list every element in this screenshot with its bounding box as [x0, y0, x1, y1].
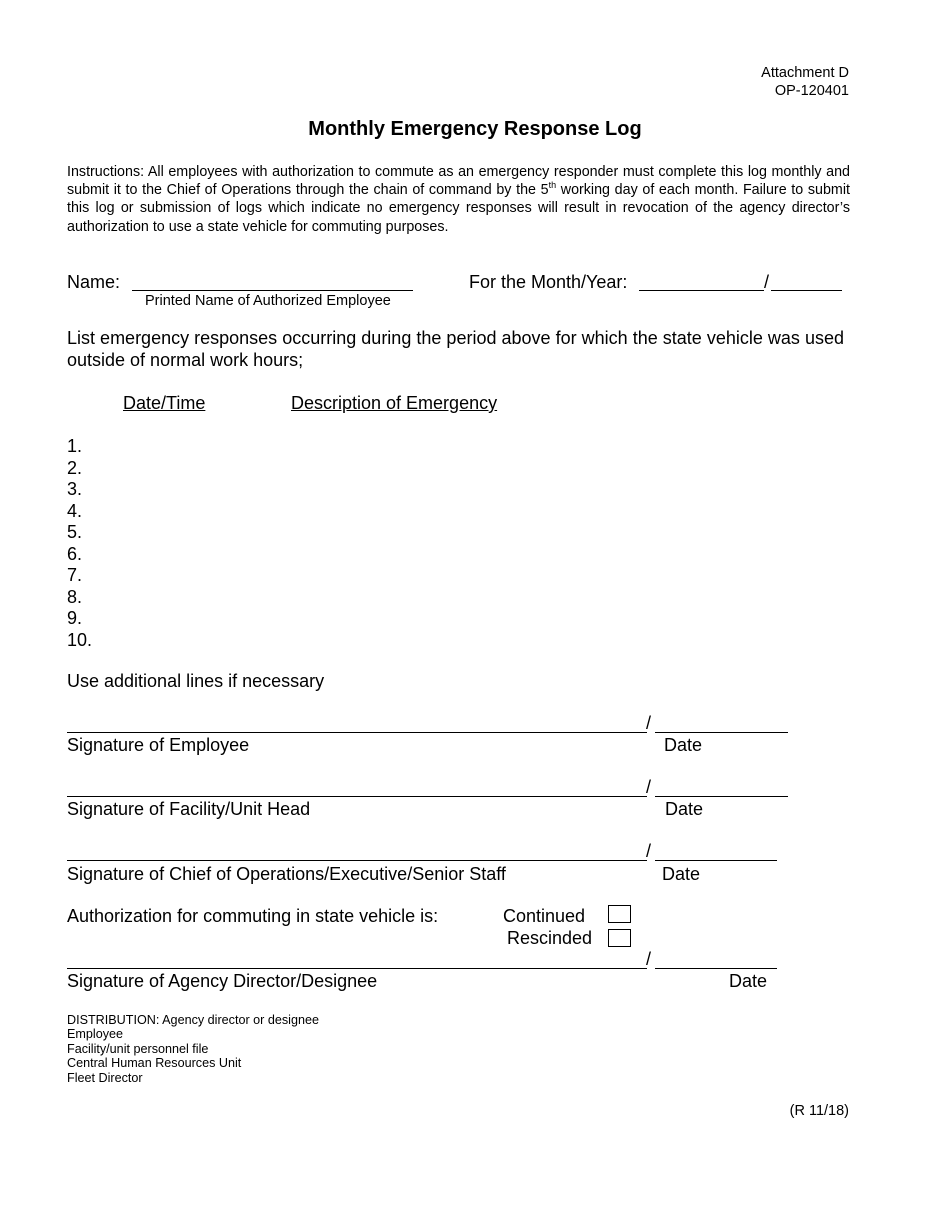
name-caption: Printed Name of Authorized Employee — [145, 293, 391, 309]
name-field[interactable] — [132, 290, 413, 291]
director-date-label: Date — [729, 971, 768, 991]
list-item: 6. — [67, 543, 83, 564]
chief-date-label: Date — [662, 864, 701, 884]
list-item: 3. — [67, 479, 83, 499]
employee-date-label: Date — [664, 735, 703, 755]
director-signature-line[interactable] — [67, 968, 647, 969]
distribution-list — [67, 1013, 319, 1085]
year-field[interactable] — [771, 290, 842, 291]
facility-head-date-label: Date — [665, 799, 704, 819]
date-separator: / — [646, 841, 652, 861]
attachment-label: Attachment D — [761, 65, 849, 81]
instructions-text-1: Instructions: All employees with authorization to commute as an emergency responder must complete this log monthly and submit it to the Chief of Operations through the chain of command by the 5 — [67, 164, 850, 199]
continued-checkbox[interactable] — [608, 905, 631, 923]
list-item: 2. — [67, 457, 83, 478]
instructions — [67, 163, 850, 236]
list-item: 4. — [67, 500, 83, 521]
distribution-heading: DISTRIBUTION: Agency director or designee — [67, 1013, 319, 1027]
instructions-text-2: working day of each month. Failure to submit this log or submission of logs which indicate no emergency responses will result in revocation of the agency director’s authorization to use a state vehicle for commuting purposes. — [67, 182, 850, 235]
list-item: 8. — [67, 586, 83, 607]
list-item: 10. — [67, 629, 93, 650]
date-separator: / — [646, 949, 652, 969]
employee-signature-label: Signature of Employee — [67, 735, 250, 755]
distribution-item: Central Human Resources Unit — [67, 1056, 242, 1071]
chief-signature-label: Signature of Chief of Operations/Executive/Senior Staff — [67, 864, 506, 884]
employee-date-line[interactable] — [655, 732, 788, 733]
month-year-label: For the Month/Year: — [469, 272, 628, 292]
list-item: 1. — [67, 436, 83, 456]
list-item: 9. — [67, 608, 83, 628]
page-title: Monthly Emergency Response Log — [308, 118, 642, 140]
list-intro: List emergency responses occurring during the period above for which the state vehicle was used outside of normal work hours; — [67, 328, 844, 370]
director-date-line[interactable] — [655, 968, 777, 969]
facility-head-signature-label: Signature of Facility/Unit Head — [67, 799, 311, 819]
date-separator: / — [646, 713, 652, 733]
employee-signature-line[interactable] — [67, 732, 647, 733]
rescinded-label: Rescinded — [507, 928, 593, 948]
distribution-item: Facility/unit personnel file — [67, 1041, 209, 1056]
list-item: 5. — [67, 522, 83, 542]
column-header-datetime: Date/Time — [123, 393, 206, 413]
chief-signature-line[interactable] — [67, 860, 647, 861]
date-separator: / — [646, 777, 652, 797]
form-number: OP-120401 — [774, 83, 849, 99]
instructions-superscript: th — [548, 180, 557, 191]
continued-label: Continued — [503, 906, 586, 926]
facility-head-date-line[interactable] — [655, 796, 788, 797]
facility-head-signature-line[interactable] — [67, 796, 647, 797]
column-header-description: Description of Emergency — [291, 393, 498, 413]
list-item: 7. — [67, 565, 83, 585]
rescinded-checkbox[interactable] — [608, 929, 631, 947]
distribution-item: Employee — [67, 1027, 124, 1042]
month-field[interactable] — [639, 290, 764, 291]
name-label: Name: — [67, 272, 121, 292]
authorization-label: Authorization for commuting in state vehicle is: — [67, 906, 439, 926]
month-year-separator: / — [764, 272, 770, 292]
revision-code: (R 11/18) — [789, 1103, 849, 1119]
chief-date-line[interactable] — [655, 860, 777, 861]
distribution-item: Fleet Director — [67, 1070, 143, 1085]
director-signature-label: Signature of Agency Director/Designee — [67, 971, 378, 991]
additional-lines-note: Use additional lines if necessary — [67, 671, 325, 691]
